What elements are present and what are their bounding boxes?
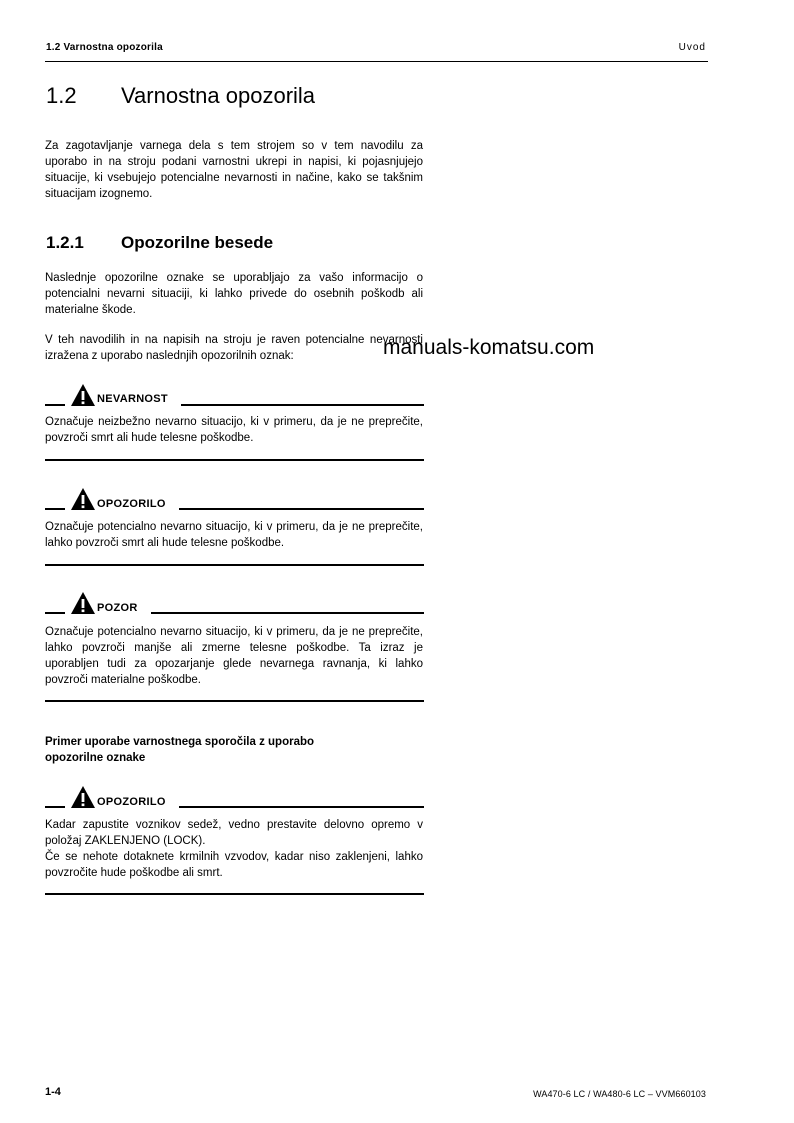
signal-bottom-line — [45, 893, 424, 895]
example-heading: Primer uporabe varnostnega sporočila z uporabo opozorilne oznake — [45, 736, 315, 764]
section-title: Varnostna opozorila — [121, 83, 316, 108]
document-id: WA470-6 LC / WA480-6 LC – VVM660103 — [533, 1089, 706, 1099]
signal-line-left — [45, 404, 65, 406]
signal-line-right — [179, 508, 424, 510]
running-header-chapter: Uvod — [678, 42, 706, 53]
signal-bottom-line — [45, 459, 424, 461]
section-number: 1.2 — [46, 83, 77, 108]
example-text-2: Če se nehote dotaknete krmilnih vzvodov, kadar niso zaklenjeni, lahko povzročite hude poškodbe ali smrt. — [45, 851, 423, 879]
signal-word-caution: POZOR — [97, 602, 138, 614]
example-text-1: Kadar zapustite voznikov sedež, vedno prestavite delovno opremo v položaj ZAKLENJENO (LOCK). — [45, 819, 423, 847]
watermark-text: manuals-komatsu.com — [383, 336, 595, 359]
intro-paragraph: Za zagotavljanje varnega dela s tem strojem so v tem navodilu za uporabo in na stroju podani varnostni ukrepi in napisi, ki pojasnjujejo situacije, ki vsebujejo potencialne nevarnosti in načine, kako se takšnim situacijam izognemo. — [45, 140, 423, 200]
header-rule — [45, 61, 708, 62]
signal-line-left — [45, 612, 65, 614]
subsection-paragraph-1: Naslednje opozorilne oznake se uporabljajo za vašo informacijo o potencialni nevarni situaciji, ki lahko privede do osebnih poškodb ali materialne škode. — [45, 272, 423, 316]
signal-line-left — [45, 806, 65, 808]
section-heading — [46, 83, 446, 109]
signal-text-warning: Označuje potencialno nevarno situacijo, ki v primeru, da je ne preprečite, lahko povzroči smrt ali hude telesne poškodbe. — [45, 521, 423, 549]
warning-triangle-icon — [70, 383, 96, 407]
signal-line-right — [181, 404, 424, 406]
signal-word-warning: OPOZORILO — [97, 498, 166, 510]
warning-triangle-icon — [70, 591, 96, 615]
page-number: 1-4 — [45, 1086, 61, 1098]
signal-text-caution: Označuje potencialno nevarno situacijo, ki v primeru, da je ne preprečite, lahko povzroči manjše ali zmerne telesne poškodbe. Ta izraz je uporabljen tudi za opozarjanje glede nevarnega ravnanja, ki lahko povzroči materialne poškodbe. — [45, 626, 423, 686]
signal-word-danger: NEVARNOST — [97, 393, 168, 405]
signal-line-right — [151, 612, 424, 614]
warning-triangle-icon — [70, 487, 96, 511]
subsection-heading — [46, 233, 426, 253]
signal-line-right — [179, 806, 424, 808]
signal-word-example: OPOZORILO — [97, 796, 166, 808]
running-header-section: 1.2 Varnostna opozorila — [46, 42, 163, 53]
subsection-number: 1.2.1 — [46, 233, 84, 252]
signal-text-danger: Označuje neizbežno nevarno situacijo, ki v primeru, da je ne preprečite, povzroči smrt ali hude telesne poškodbe. — [45, 416, 423, 444]
subsection-title: Opozorilne besede — [121, 233, 274, 252]
signal-bottom-line — [45, 564, 424, 566]
warning-triangle-icon — [70, 785, 96, 809]
signal-bottom-line — [45, 700, 424, 702]
subsection-paragraph-2: V teh navodilih in na napisih na stroju je raven potencialne nevarnosti izražena z uporabo naslednjih opozorilnih oznak: — [45, 334, 423, 362]
signal-line-left — [45, 508, 65, 510]
